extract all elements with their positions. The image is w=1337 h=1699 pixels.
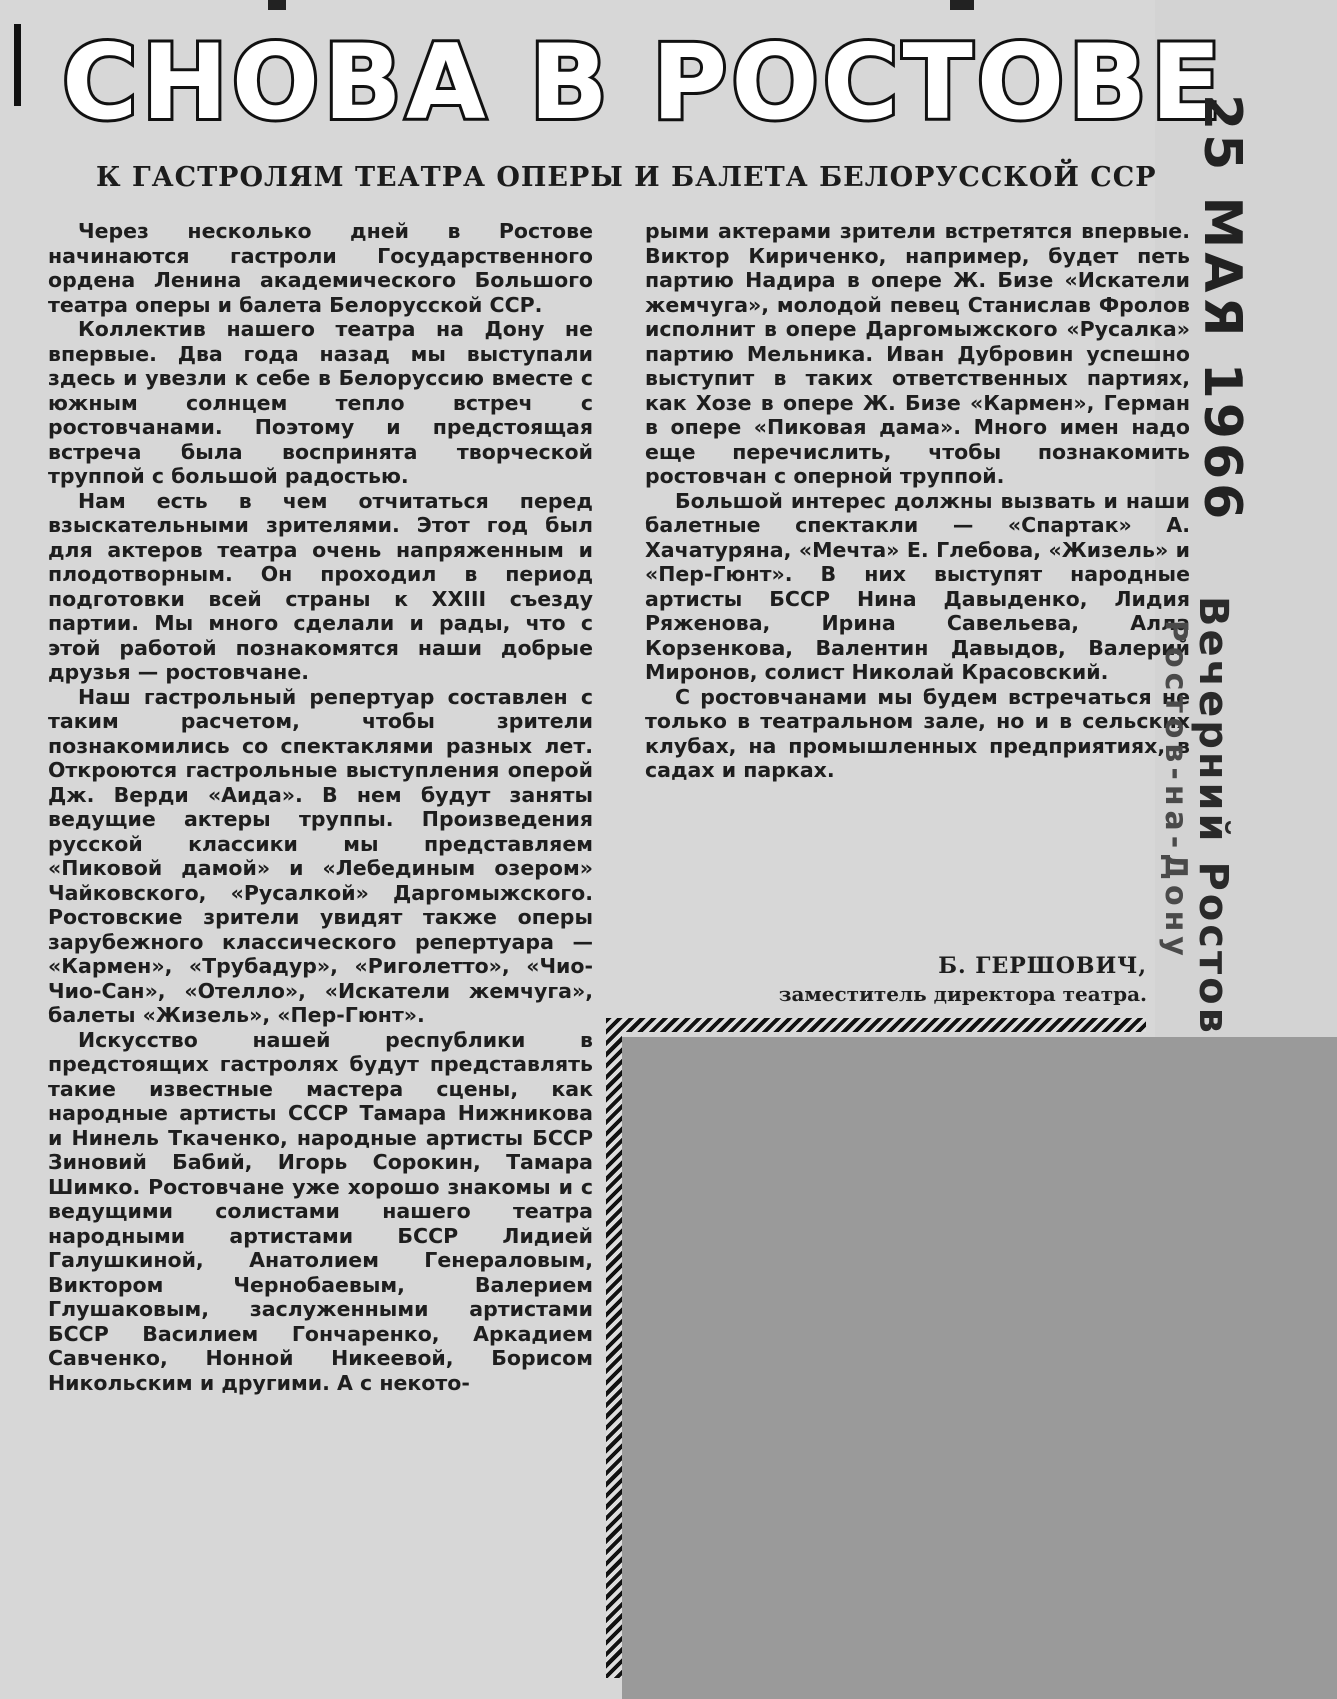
headline: СНОВА В РОСТОВЕ (62, 23, 1226, 143)
article-column-2 (645, 219, 1190, 783)
paragraph: Искусство нашей республики в предстоящих гастролях будут представлять такие известные мастера сцены, как народные артисты СССР Тамара Нижникова и Нинель Ткаченко, народные артисты БССР Зиновий Бабий, Игорь Сорокин, Тамара Шимко. Ростовчане уже хорошо знакомы и с ведущими солистами нашего театра народными артистами БССР Лидией Галушкиной, Анатолием Генераловым, Виктором Чернобаевым, Валерием Глушаковым, заслуженными артистами БССР Василием Гончаренко, Аркадием Савченко, Нонной Никеевой, Борисом Никольским и другими. А с некото- (48, 1027, 593, 1395)
top-edge-mark (950, 0, 974, 10)
paragraph: Нам есть в чем отчитаться перед взыскательными зрителями. Этот год был для актеров театра очень напряженным и плодотворным. Он проходил в период подготовки всей страны к XXIII съезду партии. Мы много сделали и рады, что с этой работой познакомятся наши добрые друзья — ростовчане. (48, 488, 593, 684)
author-role: заместитель директора театра. (778, 982, 1147, 1006)
paragraph: Большой интерес должны вызвать и наши балетные спектакли — «Спартак» А. Хачатуряна, «Мечта» Е. Глебова, «Жизель» и «Пер-Гюнт». В них выступят народные артисты БССР Нина Давыденко, Лидия Ряженова, Ирина Савельева, Алла Корзенкова, Валентин Давыдов, Валерий Миронов, солист Николай Красовский. (645, 488, 1190, 684)
paragraph: Коллектив нашего театра на Дону не впервые. Два года назад мы выступали здесь и увезли к себе в Белоруссию вместе с южным солнцем тепло встреч с ростовчанами. Поэтому и предстоящая встреча была воспринята творческой труппой с большой радостью. (48, 317, 593, 488)
paragraph: Через несколько дней в Ростове начинаются гастроли Государственного ордена Ленина академического Большого театра оперы и балета Белорусской ССР. (48, 219, 593, 317)
left-edge-mark (14, 24, 21, 106)
subheadline: К ГАСТРОЛЯМ ТЕАТРА ОПЕРЫ И БАЛЕТА БЕЛОРУССКОЙ ССР (96, 162, 1157, 193)
newspaper-stamp: Вечерний Ростов (1190, 596, 1236, 1036)
place-stamp: Ростов-на-Дону (1158, 620, 1193, 961)
author-name: Б. ГЕРШОВИЧ, (938, 953, 1147, 979)
hatched-border-horizontal (606, 1018, 1146, 1032)
paragraph: рыми актерами зрители встретятся впервые. Виктор Кириченко, например, будет петь партию Надира в опере Ж. Бизе «Искатели жемчуга», молодой певец Станислав Фролов исполнит в опере Даргомыжского «Русалка» партию Мельника. Иван Дубровин успешно выступит в таких ответственных партиях, как Хозе в опере Ж. Бизе «Кармен», Герман в опере «Пиковая дама». Много имен надо еще перечислить, чтобы познакомить ростовчан с оперной труппой. (645, 219, 1190, 488)
paragraph: С ростовчанами мы будем встречаться не только в театральном зале, но и в сельских клубах, на промышленных предприятиях, в садах и парках. (645, 684, 1190, 782)
background-board (622, 1037, 1337, 1699)
hatched-border-vertical (606, 1018, 622, 1678)
paragraph: Наш гастрольный репертуар составлен с таким расчетом, чтобы зрители познакомились со спектаклями разных лет. Откроются гастрольные выступления оперой Дж. Верди «Аида». В нем будут заняты ведущие актеры труппы. Произведения русской классики мы представляем «Пиковой дамой» и «Лебединым озером» Чайковского, «Русалкой» Даргомыжского. Ростовские зрители увидят также оперы зарубежного классического репертуара — «Кармен», «Трубадур», «Риголетто», «Чио-Чио-Сан», «Отелло», «Искатели жемчуга», балеты «Жизель», «Пер-Гюнт». (48, 684, 593, 1027)
article-column-1 (48, 219, 593, 1395)
date-stamp: 25 МАЯ 1966 (1192, 94, 1252, 524)
top-edge-mark (268, 0, 286, 10)
